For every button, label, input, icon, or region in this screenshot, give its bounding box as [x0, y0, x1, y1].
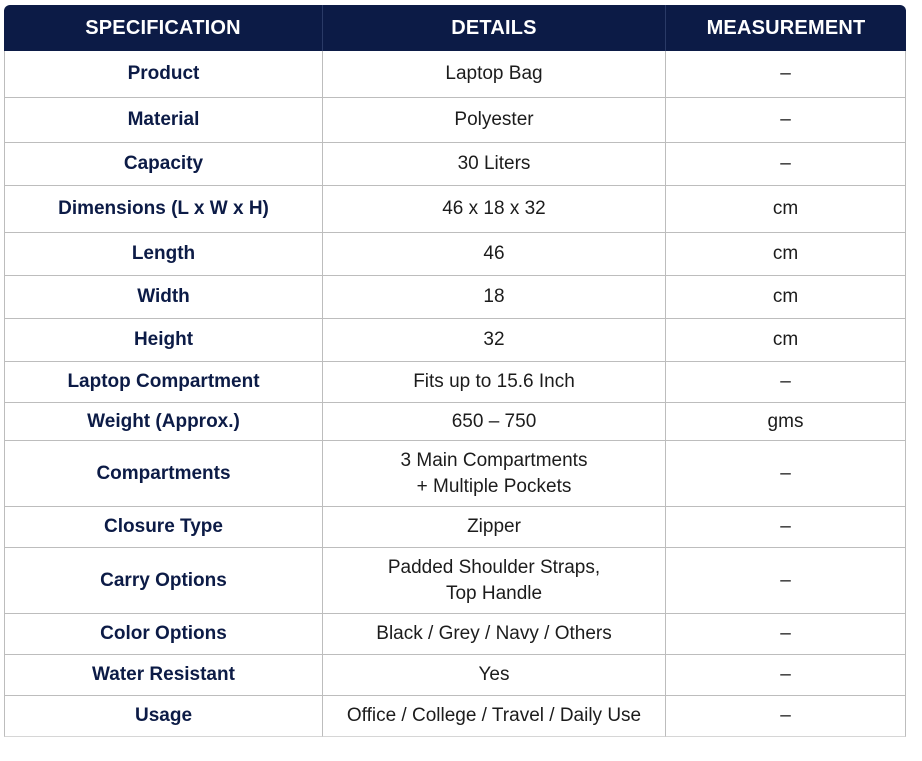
table-row — [4, 51, 906, 98]
table-row — [4, 362, 906, 403]
table-row — [4, 403, 906, 441]
spec-cell: Length — [4, 233, 323, 276]
measurement-cell: – — [666, 696, 906, 737]
details-line: 650 – 750 — [451, 410, 537, 432]
table-body — [4, 51, 906, 737]
spec-cell: Height — [4, 319, 323, 362]
header-measurement: MEASUREMENT — [666, 5, 906, 51]
details-line: Laptop Bag — [445, 63, 543, 84]
details-line: + Multiple Pockets — [416, 475, 572, 497]
spec-table-container — [4, 5, 906, 737]
details-cell — [323, 614, 666, 655]
spec-cell: Width — [4, 276, 323, 319]
details-line: Yes — [478, 664, 510, 685]
measurement-cell: cm — [666, 186, 906, 233]
details-cell — [323, 507, 666, 548]
details-line: Black / Grey / Navy / Others — [376, 623, 612, 644]
details-cell — [323, 143, 666, 186]
measurement-cell: cm — [666, 233, 906, 276]
measurement-cell: – — [666, 441, 906, 507]
spec-cell: Laptop Compartment — [4, 362, 323, 403]
details-cell — [323, 655, 666, 696]
details-cell — [323, 51, 666, 98]
details-cell — [323, 233, 666, 276]
measurement-cell: – — [666, 51, 906, 98]
spec-cell: Closure Type — [4, 507, 323, 548]
header-row — [4, 5, 906, 51]
details-line: Office / College / Travel / Daily Use — [346, 705, 642, 726]
measurement-cell: gms — [666, 403, 906, 441]
table-row — [4, 614, 906, 655]
details-cell — [323, 403, 666, 441]
table-row — [4, 696, 906, 737]
measurement-cell: – — [666, 362, 906, 403]
details-line: Fits up to 15.6 Inch — [413, 371, 575, 392]
details-line: 46 x 18 x 32 — [442, 198, 546, 219]
table-row — [4, 507, 906, 548]
details-line: Top Handle — [445, 582, 543, 604]
details-cell — [323, 441, 666, 507]
measurement-cell: – — [666, 548, 906, 614]
measurement-cell: cm — [666, 276, 906, 319]
details-cell — [323, 696, 666, 737]
table-row — [4, 441, 906, 507]
details-cell — [323, 319, 666, 362]
table-header — [4, 5, 906, 51]
table-row — [4, 655, 906, 696]
spec-cell: Capacity — [4, 143, 323, 186]
spec-cell: Compartments — [4, 441, 323, 507]
details-cell — [323, 548, 666, 614]
details-cell — [323, 186, 666, 233]
spec-cell: Product — [4, 51, 323, 98]
spec-cell: Weight (Approx.) — [4, 403, 323, 441]
details-line: Polyester — [454, 109, 534, 130]
details-line: 32 — [483, 329, 505, 350]
spec-cell: Color Options — [4, 614, 323, 655]
table-row — [4, 98, 906, 143]
spec-cell: Usage — [4, 696, 323, 737]
details-line: 30 Liters — [457, 153, 531, 174]
details-line: Zipper — [467, 516, 521, 537]
spec-cell: Dimensions (L x W x H) — [4, 186, 323, 233]
measurement-cell: – — [666, 507, 906, 548]
measurement-cell: – — [666, 655, 906, 696]
measurement-cell: cm — [666, 319, 906, 362]
table-row — [4, 233, 906, 276]
table-row — [4, 186, 906, 233]
measurement-cell: – — [666, 98, 906, 143]
header-details: DETAILS — [323, 5, 666, 51]
table-row — [4, 548, 906, 614]
measurement-cell: – — [666, 614, 906, 655]
header-specification: SPECIFICATION — [4, 5, 323, 51]
details-cell — [323, 362, 666, 403]
details-line: 18 — [483, 286, 505, 307]
details-line: 46 — [483, 243, 505, 264]
spec-cell: Water Resistant — [4, 655, 323, 696]
details-cell — [323, 98, 666, 143]
details-line: 3 Main Compartments — [400, 449, 588, 471]
table-row — [4, 319, 906, 362]
measurement-cell: – — [666, 143, 906, 186]
table-row — [4, 276, 906, 319]
specification-table — [4, 5, 906, 737]
table-row — [4, 143, 906, 186]
details-cell — [323, 276, 666, 319]
details-line: Padded Shoulder Straps, — [387, 556, 601, 578]
spec-cell: Material — [4, 98, 323, 143]
spec-cell: Carry Options — [4, 548, 323, 614]
